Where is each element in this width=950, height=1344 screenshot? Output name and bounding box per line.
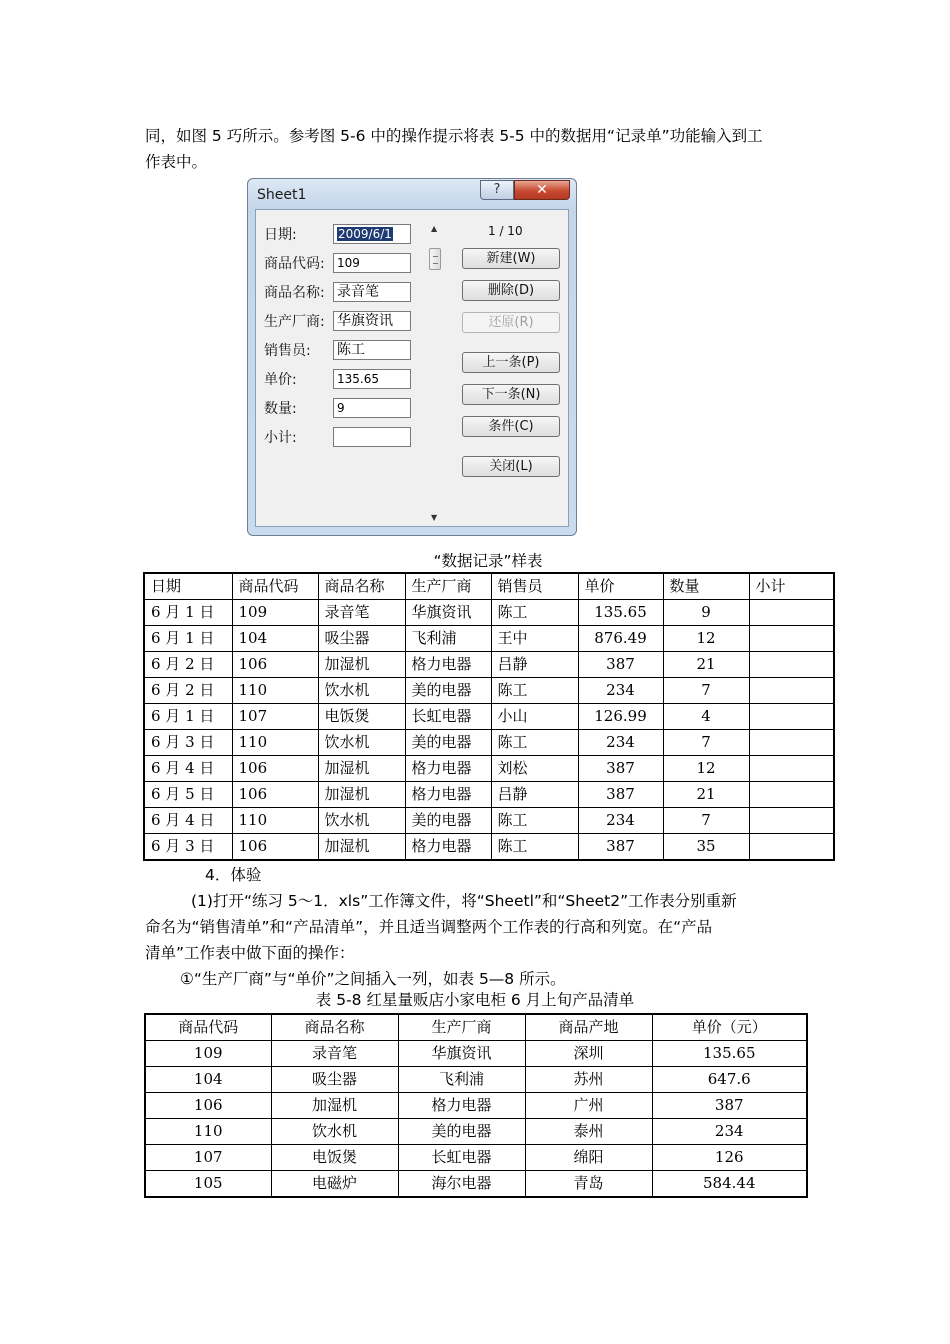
column-header: 单价 (578, 573, 663, 600)
table-cell: 华旗资讯 (398, 1041, 525, 1067)
table-cell: 6 月 4 日 (144, 756, 232, 782)
table-cell: 陈工 (491, 600, 578, 626)
para-1-line-2: 命名为“销售清单”和“产品清单”，并且适当调整两个工作表的行高和列宽。在“产品 (145, 918, 713, 936)
field-label-qty: 数量: (264, 401, 297, 417)
column-header: 商品代码 (145, 1014, 271, 1041)
field-label-price: 单价: (264, 372, 297, 388)
table-row (144, 600, 834, 626)
table-cell: 6 月 1 日 (144, 626, 232, 652)
header-row (145, 1014, 807, 1041)
table-row (144, 808, 834, 834)
table-cell: 6 月 5 日 (144, 782, 232, 808)
table-cell: 12 (663, 756, 749, 782)
table-cell: 35 (663, 834, 749, 861)
table-row (145, 1171, 807, 1198)
dialog-client-area (255, 209, 569, 527)
table-cell (749, 730, 834, 756)
close-dialog-button[interactable]: 关闭(L) (462, 456, 560, 477)
table-cell: 126 (652, 1145, 807, 1171)
step-1: ①“生产厂商”与“单价”之间插入一列，如表 5—8 所示。 (180, 970, 566, 988)
table-cell (749, 834, 834, 861)
table-row (144, 704, 834, 730)
table-row (145, 1145, 807, 1171)
column-header: 单价（元） (652, 1014, 807, 1041)
table-cell: 加湿机 (318, 756, 405, 782)
table-cell: 647.6 (652, 1067, 807, 1093)
table-cell: 387 (578, 756, 663, 782)
table-cell: 加湿机 (318, 652, 405, 678)
next-record-button[interactable]: 下一条(N) (462, 384, 560, 405)
table-cell: 饮水机 (318, 730, 405, 756)
table-cell: 110 (232, 730, 318, 756)
table-cell: 6 月 4 日 (144, 808, 232, 834)
table-cell: 加湿机 (271, 1093, 398, 1119)
table-cell (749, 626, 834, 652)
table-cell: 饮水机 (318, 808, 405, 834)
table-cell: 吕静 (491, 652, 578, 678)
table-cell: 长虹电器 (405, 704, 491, 730)
table2-caption: 表 5-8 红星量贩店小家电柜 6 月上旬产品清单 (315, 991, 635, 1009)
table-cell: 陈工 (491, 834, 578, 861)
table-cell: 6 月 3 日 (144, 834, 232, 861)
table-cell: 格力电器 (405, 782, 491, 808)
table-cell (749, 782, 834, 808)
table-cell: 4 (663, 704, 749, 730)
product-list-table (144, 1013, 808, 1198)
table-row (144, 652, 834, 678)
table-cell: 104 (232, 626, 318, 652)
table-cell: 格力电器 (405, 834, 491, 861)
table-cell: 7 (663, 678, 749, 704)
table-cell: 美的电器 (405, 730, 491, 756)
scroll-up-icon[interactable]: ▲ (431, 224, 438, 233)
intro-line-1: 同，如图 5 巧所示。参考图 5-6 中的操作提示将表 5-5 中的数据用“记录单”功能输入到工 (145, 127, 763, 145)
table-row (144, 626, 834, 652)
table-row (144, 678, 834, 704)
field-label-maker: 生产厂商: (264, 314, 325, 330)
table-cell: 104 (145, 1067, 271, 1093)
record-scrollbar[interactable] (429, 220, 443, 520)
table-cell: 106 (232, 834, 318, 861)
close-icon: ✕ (536, 182, 548, 198)
field-input-qty[interactable]: 9 (333, 398, 411, 418)
table-cell: 绵阳 (525, 1145, 652, 1171)
table-cell: 深圳 (525, 1041, 652, 1067)
table-cell: 电饭煲 (318, 704, 405, 730)
table-row (145, 1067, 807, 1093)
field-input-name[interactable]: 录音笔 (333, 282, 411, 302)
scroll-down-icon[interactable]: ▼ (431, 513, 438, 522)
table-cell: 9 (663, 600, 749, 626)
new-record-button[interactable]: 新建(W) (462, 248, 560, 269)
record-form-dialog (247, 178, 577, 536)
table-cell: 吕静 (491, 782, 578, 808)
table-cell: 6 月 1 日 (144, 704, 232, 730)
table-cell: 106 (232, 652, 318, 678)
table-cell: 美的电器 (405, 678, 491, 704)
table-cell: 110 (145, 1119, 271, 1145)
table-cell: 126.99 (578, 704, 663, 730)
table-row (145, 1119, 807, 1145)
table-cell: 陈工 (491, 808, 578, 834)
intro-line-2: 作表中。 (145, 153, 208, 171)
table-cell: 美的电器 (398, 1119, 525, 1145)
table-row (144, 834, 834, 861)
table-cell (749, 756, 834, 782)
table-cell: 106 (145, 1093, 271, 1119)
table-cell: 陈工 (491, 678, 578, 704)
intro-paragraph (145, 123, 813, 175)
section-heading: 4．体验 (205, 866, 262, 884)
table-cell: 12 (663, 626, 749, 652)
table-cell: 105 (145, 1171, 271, 1198)
column-header: 商品代码 (232, 573, 318, 600)
delete-record-button[interactable]: 删除(D) (462, 280, 560, 301)
table-cell: 飞利浦 (398, 1067, 525, 1093)
table-cell: 876.49 (578, 626, 663, 652)
field-input-maker[interactable]: 华旗资讯 (333, 311, 411, 331)
table-cell: 135.65 (578, 600, 663, 626)
column-header: 销售员 (491, 573, 578, 600)
table-cell: 6 月 2 日 (144, 678, 232, 704)
column-header: 日期 (144, 573, 232, 600)
restore-button[interactable]: 还原(R) (462, 312, 560, 333)
table-cell: 饮水机 (318, 678, 405, 704)
table-cell: 王中 (491, 626, 578, 652)
table-cell (749, 600, 834, 626)
para-1-line-3: 清单”工作表中做下面的操作： (145, 944, 355, 962)
dialog-title: Sheet1 (257, 187, 307, 203)
table-cell: 飞利浦 (405, 626, 491, 652)
column-header: 小计 (749, 573, 834, 600)
data-record-table (143, 572, 835, 861)
table-row (144, 730, 834, 756)
close-window-button[interactable] (514, 180, 570, 200)
section-4 (145, 862, 813, 992)
table1-caption: “数据记录”样表 (433, 552, 543, 570)
field-value-date: 2009/6/1 (338, 227, 392, 241)
field-label-code: 商品代码: (264, 256, 325, 272)
table-cell: 加湿机 (318, 834, 405, 861)
field-input-code[interactable]: 109 (333, 253, 411, 273)
table-cell: 6 月 3 日 (144, 730, 232, 756)
column-header: 商品产地 (525, 1014, 652, 1041)
table-cell: 107 (145, 1145, 271, 1171)
table-cell: 小山 (491, 704, 578, 730)
field-input-subtotal[interactable] (333, 427, 411, 447)
table-row (145, 1041, 807, 1067)
table-cell: 234 (652, 1119, 807, 1145)
field-input-date[interactable] (333, 224, 411, 244)
table-cell: 21 (663, 652, 749, 678)
table-cell: 234 (578, 730, 663, 756)
table-cell (749, 652, 834, 678)
column-header: 生产厂商 (398, 1014, 525, 1041)
column-header: 商品名称 (271, 1014, 398, 1041)
table-cell: 387 (578, 834, 663, 861)
field-label-name: 商品名称: (264, 285, 325, 301)
criteria-button[interactable]: 条件(C) (462, 416, 560, 437)
table-cell: 110 (232, 808, 318, 834)
table-cell: 387 (578, 652, 663, 678)
prev-record-button[interactable]: 上一条(P) (462, 352, 560, 373)
table-cell: 387 (652, 1093, 807, 1119)
table-cell: 吸尘器 (318, 626, 405, 652)
field-label-date: 日期: (264, 227, 297, 243)
table-cell: 华旗资讯 (405, 600, 491, 626)
table-row (144, 756, 834, 782)
table-cell: 7 (663, 730, 749, 756)
table-cell: 107 (232, 704, 318, 730)
header-row (144, 573, 834, 600)
table-row (144, 782, 834, 808)
table-cell: 584.44 (652, 1171, 807, 1198)
table-cell: 106 (232, 782, 318, 808)
table-cell: 饮水机 (271, 1119, 398, 1145)
table-cell: 109 (232, 600, 318, 626)
table-cell: 陈工 (491, 730, 578, 756)
record-counter: 1 / 10 (488, 224, 523, 238)
table-cell: 电磁炉 (271, 1171, 398, 1198)
table-cell: 7 (663, 808, 749, 834)
field-label-seller: 销售员: (264, 343, 311, 359)
table-cell: 广州 (525, 1093, 652, 1119)
table-cell: 泰州 (525, 1119, 652, 1145)
table-cell: 青岛 (525, 1171, 652, 1198)
table-cell: 6 月 1 日 (144, 600, 232, 626)
field-input-seller[interactable]: 陈工 (333, 340, 411, 360)
column-header: 数量 (663, 573, 749, 600)
table-cell: 110 (232, 678, 318, 704)
scroll-thumb[interactable] (429, 248, 441, 270)
table-cell (749, 678, 834, 704)
table-cell: 吸尘器 (271, 1067, 398, 1093)
table-cell: 录音笔 (318, 600, 405, 626)
table-cell: 海尔电器 (398, 1171, 525, 1198)
table-cell: 6 月 2 日 (144, 652, 232, 678)
para-1-line-1: (1)打开“练习 5～1．xls”工作簿文件，将“Sheetl”和“Sheet2”工作表分别重新 (191, 892, 737, 910)
table-row (145, 1093, 807, 1119)
help-icon: ? (493, 182, 501, 197)
column-header: 商品名称 (318, 573, 405, 600)
help-button[interactable] (480, 180, 514, 200)
table-cell: 格力电器 (405, 652, 491, 678)
table-cell: 美的电器 (405, 808, 491, 834)
table-cell: 加湿机 (318, 782, 405, 808)
field-label-subtotal: 小计: (264, 430, 297, 446)
table-cell: 106 (232, 756, 318, 782)
table-cell: 格力电器 (398, 1093, 525, 1119)
table-cell (749, 704, 834, 730)
table-cell: 格力电器 (405, 756, 491, 782)
table-cell: 21 (663, 782, 749, 808)
table-cell: 苏州 (525, 1067, 652, 1093)
table-cell: 长虹电器 (398, 1145, 525, 1171)
table-cell (749, 808, 834, 834)
table-cell: 234 (578, 808, 663, 834)
table-cell: 电饭煲 (271, 1145, 398, 1171)
table-cell: 录音笔 (271, 1041, 398, 1067)
column-header: 生产厂商 (405, 573, 491, 600)
table-cell: 135.65 (652, 1041, 807, 1067)
table-cell: 109 (145, 1041, 271, 1067)
table-cell: 刘松 (491, 756, 578, 782)
field-input-price[interactable]: 135.65 (333, 369, 411, 389)
table-cell: 234 (578, 678, 663, 704)
table-cell: 387 (578, 782, 663, 808)
